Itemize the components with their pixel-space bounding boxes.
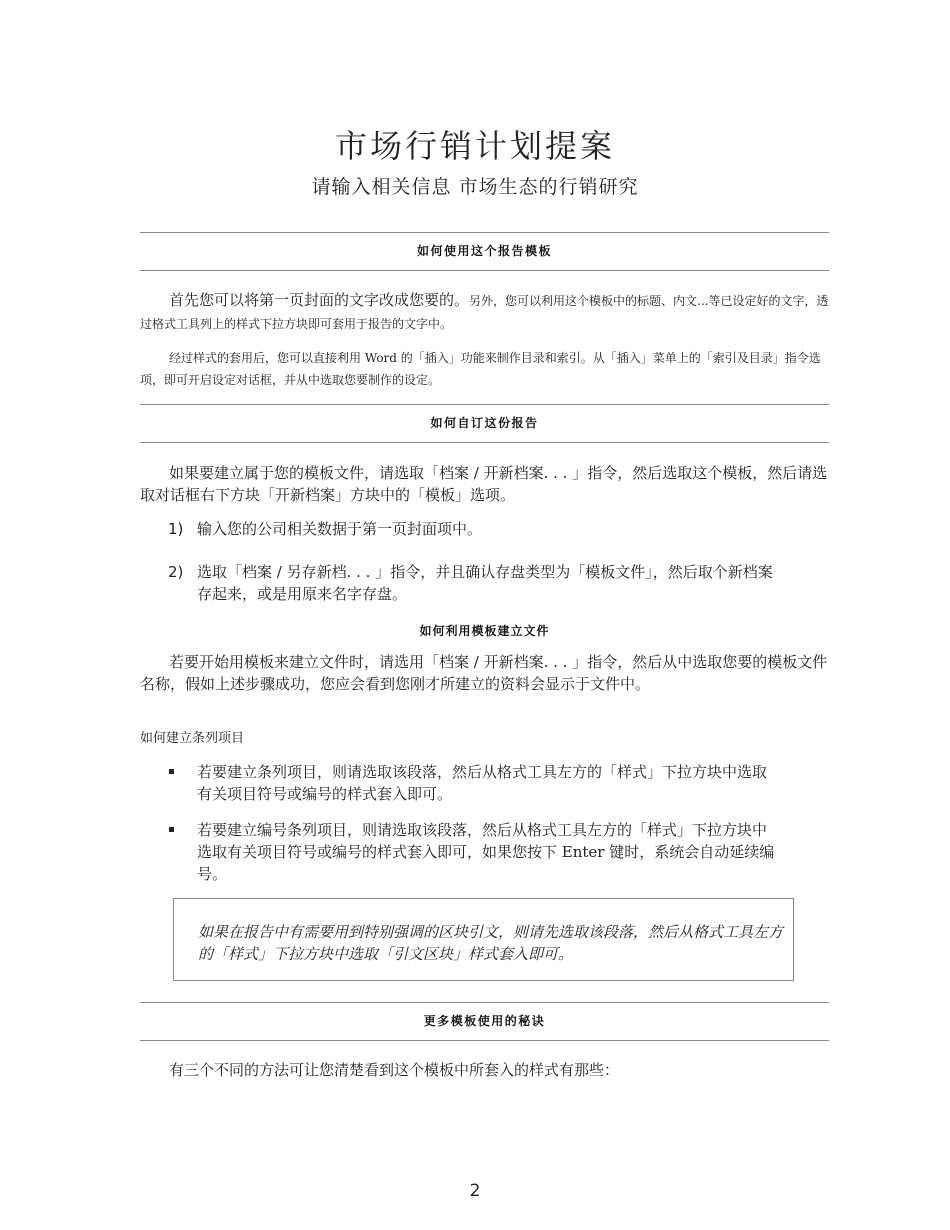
numbered-item-text: 输入您的公司相关数据于第一页封面项中。 [197,520,483,538]
numbered-item-1 [168,518,778,540]
section-heading-tips: 更多模板使用的秘诀 [140,1002,829,1041]
numbered-item-marker: 2) [168,563,184,581]
page-subtitle: 请输入相关信息 市场生态的行销研究 [311,176,639,198]
numbered-item-marker: 1) [168,520,184,538]
usage-paragraph-1-lead: 首先您可以将第一页封面的文字改成您要的。 [169,291,470,309]
tips-paragraph: 有三个不同的方法可让您清楚看到这个模板中所套入的样式有那些： [169,1061,620,1079]
page-number: 2 [469,1181,481,1201]
page-title: 市场行销计划提案 [334,127,615,165]
bullet-item-text: 若要建立条列项目，则请选取该段落，然后从格式工具左方的「样式」下拉方块中选取有关项目符号或编号的样式套入即可。 [197,763,768,803]
bullet-item-text: 若要建立编号条列项目，则请选取该段落，然后从格式工具左方的「样式」下拉方块中选取有关项目符号或编号的样式套入即可，如果您按下 Enter 键时，系统会自动延续编号。 [197,821,775,883]
subheading-create-document: 如何利用模板建立文件 [419,624,550,638]
numbered-item-text: 选取「档案 / 另存新档. . . 」指令，并且确认存盘类型为「模板文件」，然后取个新档案存起来，或是用原来名字存盘。 [197,563,773,603]
bullet-item-2 [168,819,778,885]
customize-paragraph-1: 如果要建立属于您的模板文件，请选取「档案 / 开新档案. . . 」指令，然后选取这个模板，然后请选取对话框右下方块「开新档案」方块中的「模板」选项。 [140,464,828,504]
bullet-square-icon [169,769,174,774]
usage-paragraph-1 [140,289,830,336]
block-quote-text: 如果在报告中有需要用到特别强调的区块引文，则请先选取该段落，然后从格式工具左方的「样式」下拉方块中选取「引文区块」样式套入即可。 [198,923,784,963]
bullet-square-icon [169,827,174,832]
bullet-item-1 [168,761,778,805]
numbered-item-2 [168,561,778,605]
list-heading: 如何建立条列项目 [140,731,245,746]
section-heading-usage: 如何使用这个报告模板 [140,232,829,271]
section-heading-customize: 如何自订这份报告 [140,404,829,443]
block-quote [173,898,794,981]
create-document-paragraph: 若要开始用模板来建立文件时，请选用「档案 / 开新档案. . . 」指令，然后从中选取您要的模板文件名称，假如上述步骤成功，您应会看到您刚才所建立的资料会显示于文件中。 [140,653,828,693]
usage-paragraph-2: 经过样式的套用后，您可以直接利用 Word 的「插入」功能来制作目录和索引。从「插入」菜单上的「索引及目录」指令选项，即可开启设定对话框，并从中选取您要制作的设定。 [140,351,821,387]
usage-paragraph-1-rest: 另外，您可以利用这个模板中的标题、内文...等已设定好的文字，透过格式工具列上的样式下拉方块即可套用于报告的文字中。 [140,294,829,331]
